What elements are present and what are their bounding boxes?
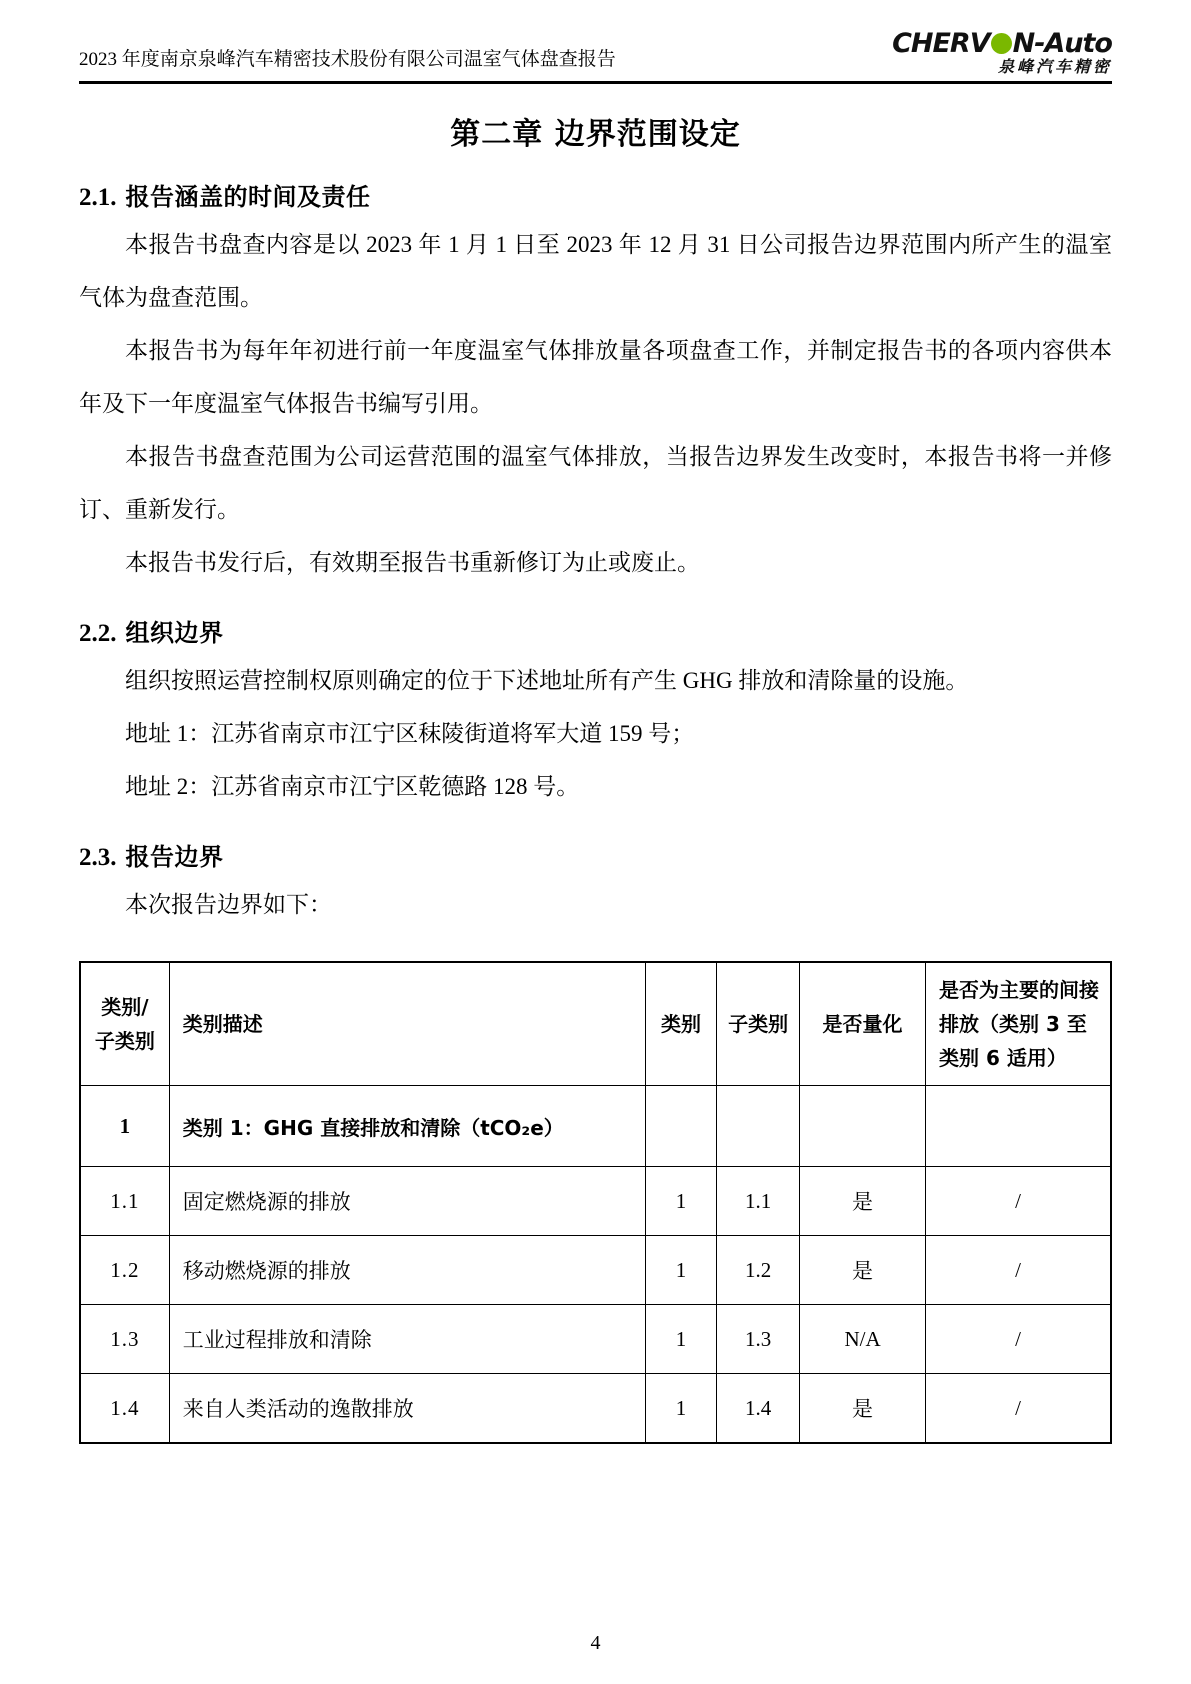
paragraph-org-boundary: 组织按照运营控制权原则确定的位于下述地址所有产生 GHG 排放和清除量的设施。 xyxy=(125,668,969,694)
cell-row-quantified: 是 xyxy=(800,1167,926,1236)
cell-row-desc: 来自人类活动的逸散排放 xyxy=(169,1374,645,1444)
header-cell-description: 类别描述 xyxy=(169,962,645,1086)
cell-row-major-indirect: / xyxy=(926,1236,1112,1305)
logo-text-pre: CHERV xyxy=(892,28,990,59)
cell-category1-id: 1 xyxy=(80,1086,169,1167)
cell-row-desc: 工业过程排放和清除 xyxy=(169,1305,645,1374)
cell-row-major-indirect: / xyxy=(926,1305,1112,1374)
paragraph-scope-period: 本报告书盘查内容是以 2023 年 1 月 1 日至 2023 年 12 月 31 日公司报告边界范围内所产生的温室气体为盘查范围。 xyxy=(79,232,1113,311)
cell-row-quantified: 是 xyxy=(800,1236,926,1305)
header-category-id-line1: 类别/ xyxy=(101,995,149,1020)
cell-category1-empty1 xyxy=(645,1086,716,1167)
cell-row-id: 1.2 xyxy=(80,1236,169,1305)
paragraph-boundary-change: 本报告书盘查范围为公司运营范围的温室气体排放，当报告边界发生改变时，本报告书将一并修订、重新发行。 xyxy=(79,444,1112,523)
cell-row-quantified: N/A xyxy=(800,1305,926,1374)
cell-row-category: 1 xyxy=(645,1374,716,1444)
chapter-title: 第二章 边界范围设定 xyxy=(450,117,741,153)
table-row xyxy=(80,1167,1111,1236)
cell-row-desc: 固定燃烧源的排放 xyxy=(169,1167,645,1236)
paragraph-annual-inventory: 本报告书为每年年初进行前一年度温室气体排放量各项盘查工作，并制定报告书的各项内容供本年及下一年度温室气体报告书编写引用。 xyxy=(79,338,1112,417)
page-number: 4 xyxy=(590,1632,601,1654)
cell-category1-empty2 xyxy=(717,1086,800,1167)
logo-o-disc-icon xyxy=(991,33,1012,54)
table-lead-text: 本次报告边界如下： xyxy=(125,892,332,918)
table-category-row xyxy=(80,1086,1111,1167)
company-logo xyxy=(892,30,1112,76)
cell-row-subcategory: 1.2 xyxy=(717,1236,800,1305)
page-content xyxy=(0,109,1191,1444)
cell-category1-desc: 类别 1：GHG 直接排放和清除（tCO₂e） xyxy=(169,1086,645,1167)
section-21-heading xyxy=(79,177,1112,212)
section-21-number: 2.1. xyxy=(79,184,117,212)
section-22-title: 组织边界 xyxy=(125,619,224,648)
header-cell-major-indirect: 是否为主要的间接排放（类别 3 至类别 6 适用） xyxy=(926,962,1112,1086)
cell-row-category: 1 xyxy=(645,1305,716,1374)
cell-row-category: 1 xyxy=(645,1167,716,1236)
cell-row-category: 1 xyxy=(645,1236,716,1305)
cell-row-quantified: 是 xyxy=(800,1374,926,1444)
table-header-row xyxy=(80,962,1111,1086)
logo-tagline: 泉峰汽车精密 xyxy=(997,57,1112,77)
logo-wordmark xyxy=(892,30,1112,58)
table-row xyxy=(80,1374,1111,1444)
header-cell-quantified: 是否量化 xyxy=(800,962,926,1086)
header-cell-subcategory: 子类别 xyxy=(717,962,800,1086)
paragraph-validity: 本报告书发行后，有效期至报告书重新修订为止或废止。 xyxy=(125,550,700,576)
header-cell-category-id xyxy=(80,962,169,1086)
table-row xyxy=(80,1236,1111,1305)
section-23-number: 2.3. xyxy=(79,844,117,872)
cell-category1-empty4 xyxy=(926,1086,1112,1167)
boundary-table xyxy=(79,961,1112,1444)
header-cell-category: 类别 xyxy=(645,962,716,1086)
header-rule xyxy=(79,81,1112,84)
address-line-2: 地址 2：江苏省南京市江宁区乾德路 128 号。 xyxy=(125,774,580,800)
page-header xyxy=(0,0,1191,76)
cell-row-subcategory: 1.1 xyxy=(717,1167,800,1236)
cell-row-id: 1.1 xyxy=(80,1167,169,1236)
cell-row-subcategory: 1.3 xyxy=(717,1305,800,1374)
cell-row-id: 1.3 xyxy=(80,1305,169,1374)
cell-row-subcategory: 1.4 xyxy=(717,1374,800,1444)
cell-row-major-indirect: / xyxy=(926,1374,1112,1444)
section-23-title: 报告边界 xyxy=(125,843,224,872)
cell-row-id: 1.4 xyxy=(80,1374,169,1444)
cell-category1-empty3 xyxy=(800,1086,926,1167)
section-23-heading xyxy=(79,837,1112,872)
doc-title: 2023 年度南京泉峰汽车精密技术股份有限公司温室气体盘查报告 xyxy=(79,49,616,71)
table-row xyxy=(80,1305,1111,1374)
header-category-id-line2: 子类别 xyxy=(94,1029,155,1054)
section-22-number: 2.2. xyxy=(79,620,117,648)
cell-row-major-indirect: / xyxy=(926,1167,1112,1236)
logo-text-post: N-Auto xyxy=(1012,28,1112,59)
section-21-title: 报告涵盖的时间及责任 xyxy=(125,183,371,212)
section-22-heading xyxy=(79,613,1112,648)
cell-row-desc: 移动燃烧源的排放 xyxy=(169,1236,645,1305)
address-line-1: 地址 1：江苏省南京市江宁区秣陵街道将军大道 159 号； xyxy=(125,721,695,747)
